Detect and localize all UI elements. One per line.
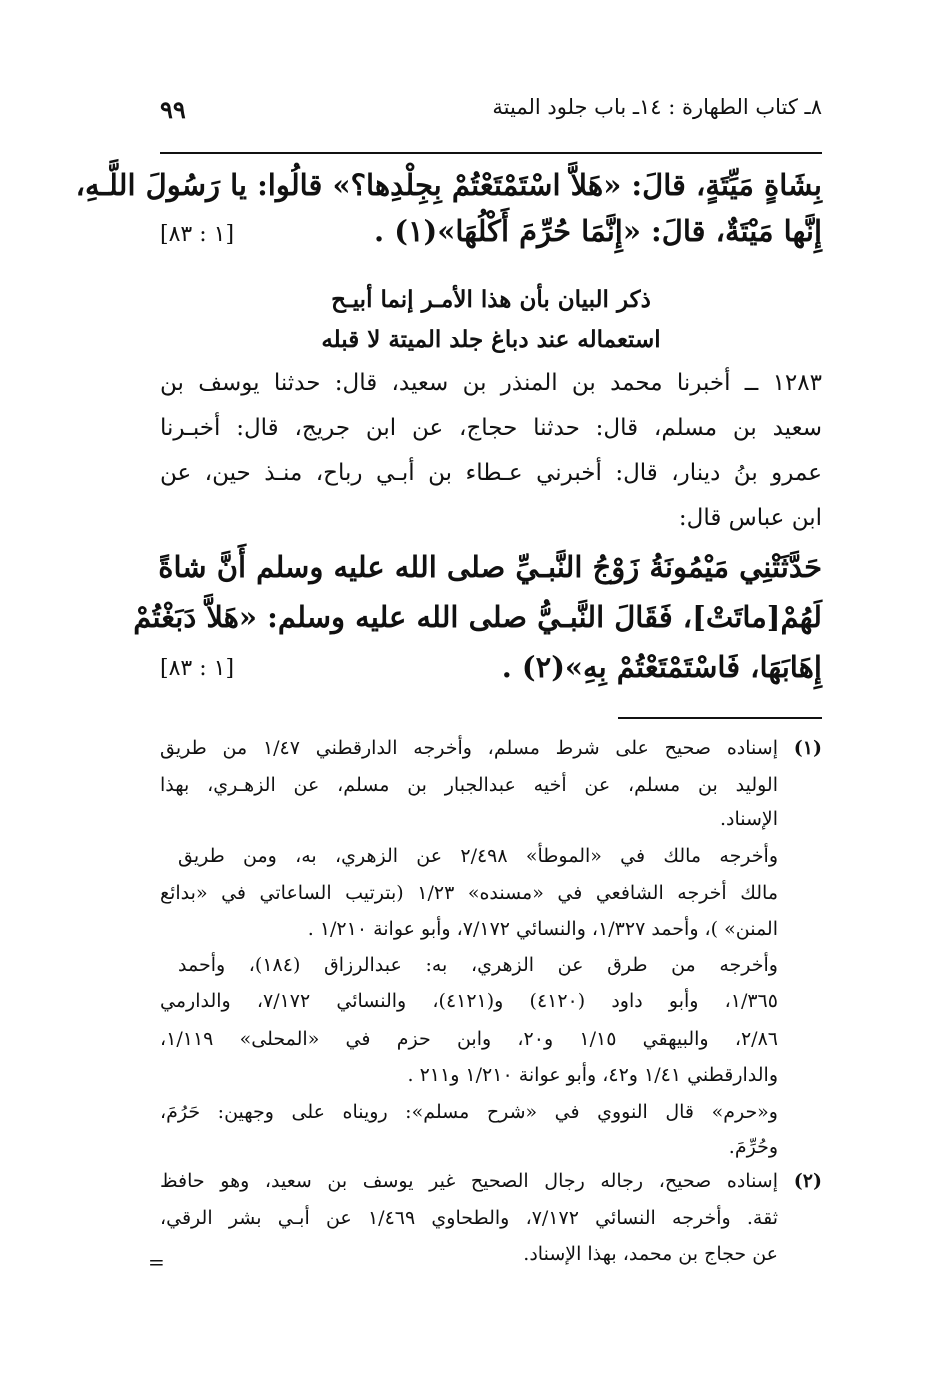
- footnote-line: والدارقطني ١/٤١ و٤٢، وأبو عوانة ١/٢١٠ و٢١١ .: [407, 1064, 778, 1086]
- footnote-line: عن حجاج بن محمد، بهذا الإسناد.: [523, 1243, 778, 1265]
- hadith-line: إِنَّها مَيْتَةٌ، قالَ: «إِنَّمَا حُرِّمَ أَكْلُهَا»(١) .: [374, 214, 822, 248]
- footnote-rule: [618, 717, 822, 719]
- isnad-line: عمرو بنُ دينار، قال: أخبرني عـطاء بن أبـي رباح، منـذ حين، عن: [160, 460, 822, 486]
- running-title: ٨ـ كتاب الطهارة : ١٤ـ باب جلود الميتة: [492, 95, 822, 119]
- isnad-line: ١٢٨٣ ــ أخبرنا محمد بن المنذر بن سعيد، قال: حدثنا يوسف بن: [160, 370, 822, 396]
- continuation-mark: =: [148, 1250, 165, 1274]
- footnote-line: ١/٣٦٥، وأبو داود (٤١٢٠) و(٤١٢١)، والنسائي ٧/١٧٢، والدارمي: [160, 990, 778, 1012]
- footnote-line: ثقة. وأخرجه النسائي ٧/١٧٢، والطحاوي ١/٤٦٩ عن أبـي بشر الرقي،: [160, 1207, 778, 1229]
- footnote-line: مالك أخرجه الشافعي في «مسنده» ١/٢٣ (بترتيب الساعاتي في «بدائع: [160, 882, 778, 904]
- matn-line: حَدَّثَتْنِي مَيْمُونَةُ زَوْجُ النَّبـيِّ صلى الله عليه وسلم أَنَّ شاةً: [158, 550, 822, 584]
- page-number: ٩٩: [160, 95, 186, 124]
- footnote-line: و«حرم» قال النووي في «شرح مسلم»: رويناه على وجهين: حَرُمَ،: [160, 1101, 778, 1123]
- footnote-line: الإسناد.: [719, 808, 778, 830]
- footnote-line: إسناده صحيح، رجاله رجال الصحيح غير يوسف بن سعيد، وهو حافظ: [160, 1170, 778, 1192]
- running-header: [160, 95, 822, 131]
- footnote-line: وأخرجه مالك في «الموطأ» ٢/٤٩٨ عن الزهري، به، ومن طريق: [178, 845, 778, 867]
- isnad-line: سعيد بن مسلم، قال: حدثنا حجاج، عن ابن جريج، قال: أخبـرنا: [160, 415, 822, 441]
- footnote-line: وحُرِّمَ.: [728, 1136, 778, 1158]
- hadith-line: بِشَاةٍ مَيِّتَةٍ، قالَ: «هَلاَّ اسْتَمْتَعْتُمْ بِجِلْدِها؟» قالُوا: يا رَسُولَ اللَّـهِ،: [75, 168, 822, 202]
- footnote-line: المنن» )، وأحمد ١/٣٢٧، والنسائي ٧/١٧٢، وأبو عوانة ١/٢١٠ .: [307, 918, 778, 940]
- section-heading: ذكر البيان بأن هذا الأمـر إنما أبيـح: [331, 286, 651, 313]
- footnote-line: وأخرجه من طرق عن الزهري، به: عبدالرزاق (١٨٤)، وأحمد: [178, 954, 778, 976]
- matn-line: لَهُمْ[ماتَتْ]، فَقَالَ النَّبـيُّ صلى الله عليه وسلم: «هَلاَّ دَبَغْتُمْ: [133, 600, 822, 634]
- footnote-number: (١): [793, 737, 822, 759]
- source-reference: [١ : ٨٣]: [160, 222, 235, 247]
- header-rule: [160, 152, 822, 154]
- isnad-line: ابن عباس قال:: [678, 505, 822, 531]
- footnote-line: إسناده صحيح على شرط مسلم، وأخرجه الدارقطني ١/٤٧ من طريق: [160, 737, 778, 759]
- footnote-line: الوليد بن مسلم، عن أخيه عبدالجبار بن مسلم، عن الزهـري، بهذا: [160, 774, 778, 796]
- footnote-line: ٢/٨٦، والبيهقي ١/١٥ و٢٠، وابن حزم في «المحلى» ١/١١٩،: [160, 1028, 778, 1050]
- source-reference: [١ : ٨٣]: [160, 656, 235, 681]
- section-heading: استعماله عند دباغ جلد الميتة لا قبله: [321, 326, 661, 353]
- footnote-number: (٢): [793, 1170, 822, 1192]
- matn-line: إِهَابَهَا، فَاسْتَمْتَعْتُمْ بِهِ»(٢) .: [501, 650, 822, 684]
